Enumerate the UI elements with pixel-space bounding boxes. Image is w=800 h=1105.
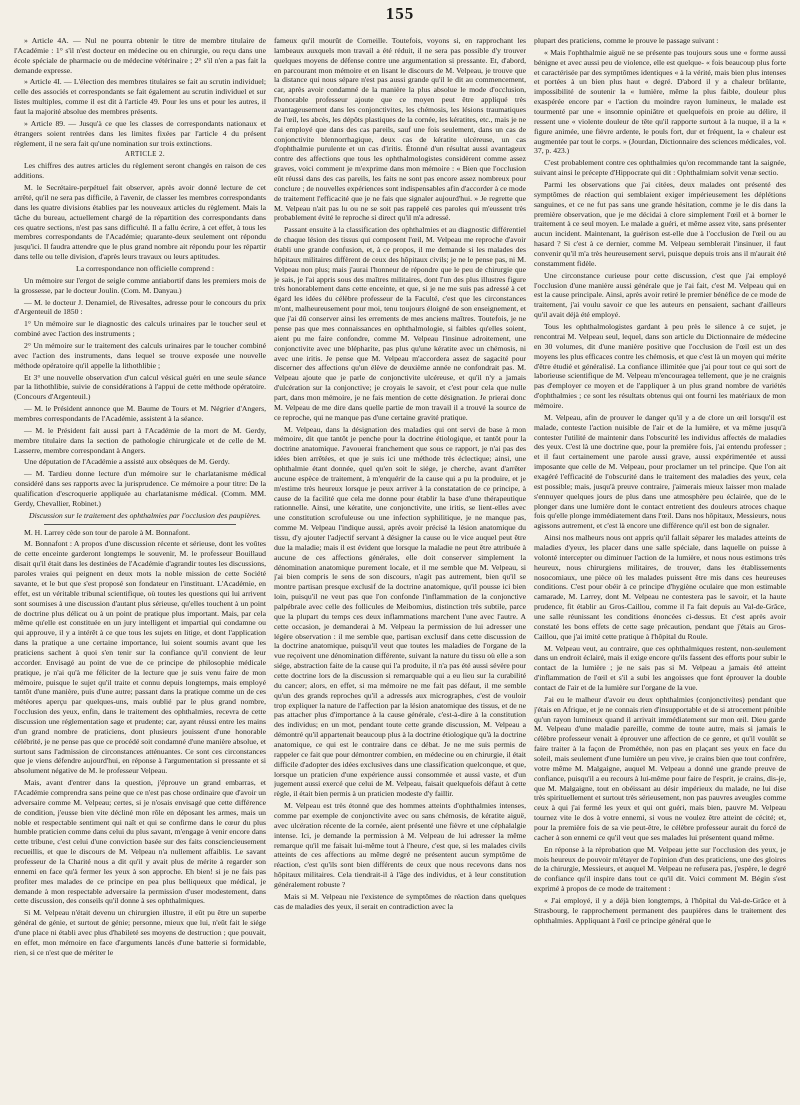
correspondance-heading: La correspondance non officielle comprend :: [76, 264, 214, 273]
article-4i: » Article 4I. — L'élection des membres titulaires se fait au scrutin individuel; celle des associés et correspondants se fait également au scrutin individuel et sur listes multiples, comme il est dit à l'article 49. Pour les uns et pour les autres, il faut la majorité absolue des membres présents.: [14, 77, 266, 117]
paragraph-mais: Mais, avant d'entrer dans la question, j'éprouve un grand embarras, et l'Académie comprendra sans peine que ce n'est pas chose ordinaire que d'avoir un adversaire comme M. Velpeau; certes, si je n'osais envisagé que cette différence de condition, j'eusse bien vite décliné mon rôle en déposant les armes, mais un noble et respectable sentiment qui naît et qui se confirme dans le cœur du plus humble praticien comme dans celui du plus savant, m'engage à venir encore dans cette tribune, c'est celui d'une conviction basée sur des faits consciencieusement recueillis, et que le discours de M. Velpeau n'a nullement affaiblis. Le savant professeur de la Charité nous a dit qu'il y avait plus de mérite à regarder son ennemi en face qu'à fermer les yeux à son approche. Eh bien! si je ne fais pas profiter mes malades de ce principe en pea plus belliqueux que médical, je demande à mon respectable adversaire la permission d'user modestement, dans cette discussion, des conseils qu'il donne à ses ophthalmiques.: [14, 778, 266, 906]
col3-paragraph-7: M. Velpeau, afin de prouver le danger qu'il y a de clore un œil lorsqu'il est malade, conteste l'action nuisible de l'air et de la lumière, et va même jusqu'à contester l'utilité de maintenir dans l'obscurité les individus affectés de maladies des yeux. C'est là une doctrine que, pour la première fois, j'ai entendu professer ; et il faut certainement une parole aussi grave, aussi expérimentée et aussi imposante que celle de M. Velpeau, pour proclamer un tel principe. Que l'on ait exagéré l'efficacité de l'obscurité dans le traitement des maladies des yeux, cela est possible; mais, jusqu'à preuve contraire, j'aimerais mieux laisser mon malade s'ennuyer quelques jours de plus dans une atmosphère peu éclairée, que de le plonger dans une lumière dont le contact entretient des douleurs atroces chaque fois qu'elle plonge immédiatement dans l'œil. Dans nos hôpitaux, Messieurs, nous agissons autrement, et c'est là encore une différence qu'il est bon de signaler.: [534, 412, 786, 531]
column-1: [14, 36, 266, 1099]
article-2-text: Les chiffres des autres articles du règlement seront changés en raison de ces additions.: [14, 161, 266, 181]
paragraph-denamiel: — M. le docteur J. Denamiel, de Rivesaltes, adresse pour le concours du prix d'Argenteuil de 1850 :: [14, 297, 266, 317]
col3-paragraph-1: plupart des praticiens, comme le prouve le passage suivant :: [534, 36, 719, 45]
paragraph-item-2: 2° Un mémoire sur le traitement des calculs urinaires par le toucher combiné avec l'action des instruments, dans lequel se trouve exposée une nouvelle méthode opératoire qu'il appelle la lithothlibie ;: [14, 341, 266, 370]
article-89: » Article 89. — Jusqu'à ce que les classes de correspondants nationaux et étrangers soient rentrées dans les limites fixées par l'article 4 du présent règlement, il ne sera fait qu'une nomination sur trois extinctions.: [14, 118, 266, 148]
col3-paragraph-3: C'est probablement contre ces ophthalmies qu'on recommande tant la saignée, suivant ainsi le précepte d'Hippocrate qui dit : Ophthalmiam solvit venæ sectio.: [534, 158, 786, 178]
col3-paragraph-10: J'ai eu le malheur d'avoir eu deux ophthalmies (conjonctivites) pendant que j'étais en Afrique, et je ne connais rien d'insupportable et de si atrocement pénible qu'un rayon lumineux quand il arrivait immédiatement sur mon œil. Dieu garde M. Velpeau d'une maladie pareille, comme de toute autre, mais si jamais le célèbre professeur venait à éprouver une affection de ce genre, et qu'il voulût se faire traiter à la façon de Prométhée, non pas en plaçant ses yeux en face du soleil, mais seulement d'une lumière un peu vive, je crains bien que tout confrère, votre même M. Malgaigne, auquel M. Velpeau a donné une grande preuve de confiance, puisqu'il a eu recours à lui-même pour faire de l'esprit, je crains, dis-je, que M. Malgaigne, tout en obéissant au désir impérieux du malade, ne lui dise très spirituellement et surtout très sérieusement, non pas pauvres aveugles comme ceux à qui j'ai fermé les yeux et qui ont guéri, mais bien, pauvre M. Velpeau tournez vite le dos à votre ennemi, si vous ne voulez être atteint de cécité; et, pour la première fois de sa vie peut-être, le célèbre professeur aurait du forcé de cacher à son ennemi ce qu'il veut que ses malades lui présentent quand même.: [534, 694, 786, 842]
col2-paragraph-3: M. Velpeau, dans la désignation des maladies qui ont servi de base à mon mémoire, dit que tantôt je penche pour la doctrine étiologique, et tantôt pour la doctrine anatomique. J'avouerai franchement que sous ce rapport, je n'ai pas des idées bien arrêtées, et que je suis ici une méthode très éclectique; ainsi, une ophthalmie étant donnée, quel qu'en soit le siége, je cherche, avant d'arrêter aucune espèce de traitement, à m'enquérir de la cause qui a pu la produire, et je m'estime très heureux lorsque je peux arriver à la constatation de ce principe, à cause de la facilité que cela me donne pour établir la base d'une thérapeutique rationnelle. Ainsi, une kératite, une conjonctivite, une iritis, se lient-elles avec une constitution scrofuleuse ou une infection syphilitique, je ne manque pas, comme M. Velpeau l'indique aussi, après avoir précisé la lésion anatomique du tissu, d'y ajouter l'adjectif servant à désigner la cause ou le vice auquel peut être due la maladie; mais il est évident que lorsque la maladie ne peut être attribuée à aucune de ces affections générales, elle doit conserver simplement la dénomination anatomique purement locale, et il me semble que M. Velpeau, si j'ai bien compris le sens de son discours, n'agit pas autrement, bien qu'il se montre partisan presque exclusif de la doctrine anatomique, qu'il pousse ici bien loin, puisqu'il ne veut pas que l'on confonde l'inflammation de la conjonctive palpébrale avec celle des follicules de Meibomius, distinction très subtile, parce que la plupart du temps ces deux inflammations marchent l'une avec l'autre. A cette occasion, je demanderai à M. Velpeau la permission de lui adresser une légère observation : il me semble que, partisan exclusif dans cette discussion de la doctrine anatomique, puisqu'il veut que toutes les maladies de l'organe de la vue reçoivent une dénomination différente, suivant la nature du tissu où elle a son siége, abstraction faite de la cause qui l'a produite, il n'a pas été aussi sévère pour cette doctrine lors de la discussion si remarquable qui a eu lieu sur la curabilité du cancer; alors, en effet, si ma mémoire ne me fait pas défaut, il me semble qu'un des grands reproches qu'il a adressés aux micrographes, c'est de vouloir trop expliquer la nature de l'affection par la lésion anatomique des tissus, et de ne pas attacher plus d'importance à la cause générale, c'est-à-dire à la constitution des individus; en un mot, pendant toute cette grande discussion, M. Velpeau a démontré qu'il appartenait beaucoup plus à la doctrine étiologique qu'à la doctrine anatomique, ce qui est le contraire dans ce débat. Je ne me suis permis de rappeler ce fait que pour démontrer combien, en médecine ou en chirurgie, il était difficile d'adopter des idées exclusives dans une classification quelconque, et que, lorsque un praticien d'une expérience aussi consommée et aussi vaste, et d'un jugement aussi exercé que celui de M. Velpeau, faisait quelquefois défaut à cette règle, il était bien permis à un praticien modeste d'y faillir.: [274, 424, 526, 799]
col2-paragraph-1: fameux qu'il mourût de Corneille. Toutefois, voyons si, en rapprochant les lambeaux auxquels mon travail a été réduit, il ne sera pas possible d'y trouver quelques moyens de défense contre une argumentation si pressante. Et, d'abord, en parcourant mon mémoire et en lisant le discours de M. Velpeau, je trouve que la distance qui nous sépare n'est pas aussi grande qu'il le dit au commencement, car, après avoir condamné de la manière la plus absolue le mode d'occlusion, l'honorable professeur ajoute que ce moyen peut être appliqué très avantageusement dans les conjonctivites, les chémosis, les lésions traumatiques de l'œil, les abcès, les dépôts plastiques de la cornée, les kératites, etc., mais je ne l'ai employé que dans des cas pareils, sauf une fois seulement, dans un cas de conjonctivite blennorrhagique, deux cas de kératite ulcéreuse, un cas d'ophthalmie purulente et un cas d'iritis. Étonné d'un résultat aussi avantageux contre des affections que tous les ophthalmologistes considèrent comme assez graves, voici comment je m'exprime dans mon mémoire : « Bien que l'occlusion eût réussi dans des cas pareils, les faits ne sont pas encore assez nombreux pour conclure ; de nouvelles expériences sont indispensables afin d'accorder à ce mode de traitement l'efficacité que je ne fais que signaler aujourd'hui. » Je regrette que M. Velpeau n'ait pas lu ou ne se soit pas rappelé ces paroles qui m'eussent très probablement évité le reproche si direct qu'il m'a adressé.: [274, 36, 526, 223]
paragraph-item-3: Et 3° une nouvelle observation d'un calcul vésical guéri en une seule séance par la lithothlibie, suivie de considérations à l'appui de cette méthode opératoire. (Concours d'Argenteuil.): [14, 372, 266, 402]
col2-paragraph-4: M. Velpeau est très étonné que des hommes atteints d'ophthalmies intenses, comme par exemple de conjonctivite avec ou sans chémosis, de kératite aiguë, avec ulcération récente de la cornée, aient présenté une fièvre et une céphalalgie intense. Ici, je demande la permission à M. Velpeau de lui adresser la même remarque qu'il me faisait lui-même tout à l'heure, c'est que, si les malades civils atteints de ces affections au même degré ne présentent aucun symptôme de réaction, c'est qu'ils sont bien différents de ceux que nous recevons dans nos hôpitaux militaires. Cela tiendrait-il à l'âge des individus, et à leur constitution généralement robuste ?: [274, 801, 526, 890]
col3-paragraph-11: En réponse à la réprobation que M. Velpeau jette sur l'occlusion des yeux, je mois heureux de pouvoir m'étayer de l'opinion d'un des praticiens, une des gloires de la chirurgie, Messieurs, et auquel M. Velpeau ne refusera pas, j'espère, le degré de confiance qu'il inspire dans tout ce qu'il dit. Voici comment M. Bégin s'est exprimé à propos de ce mode de traitement :: [534, 844, 786, 894]
paragraph-president-2: — M. le Président fait aussi part à l'Académie de la mort de M. Gerdy, membre titulaire dans la section de pathologie chirurgicale et de celle de M. Lasserre, membre correspondant à Angers.: [14, 425, 266, 455]
paragraph-memoire: Un mémoire sur l'ergot de seigle comme antiabortif dans les premiers mois de la grossesse, par le docteur Joulin. (Com. M. Danyau.): [14, 275, 266, 295]
col3-quote-begin: « J'ai employé, il y a déjà bien longtemps, à l'hôpital du Val-de-Grâce et à Strasbourg, le rapprochement permanent des paupières dans le traitement des ophthalmies. Appliquant à l'œil ce principe général que le: [534, 896, 786, 925]
col3-paragraph-8: Ainsi nos malheurs nous ont appris qu'il fallait séparer les malades atteints de maladies d'yeux, les placer dans une salle spéciale, dans laquelle on puisse à volonté intercepter ou diminuer l'action de la lumière, et nous nous estimons très heureux, nous chirurgiens militaires, de trouver, dans les établissements nosocomiaux, une pièce où les malades puissent être mis dans ces heureuses conditions. C'est pour obéir à ce principe d'hygiène oculaire que mon estimable camarade, M. Larrey, dont M. Velpeau ne contestera pas le savoir, et la haute prudence, fit établir au Gros-Caillou, comme il l'a fait depuis au Val-de-Grâce, une salle réunissant les conditions énoncées ci-dessus. Et c'est après avoir constaté les bons effets de cette sage précaution, pendant que j'étais au Gros-Caillou, que j'ai imité cette pratique à l'hôpital du Roule.: [534, 533, 786, 641]
paragraph-bonnafont: M. Bonnafont : A propos d'une discussion récente et sérieuse, dont les voûtes de cette enceinte garderont longtemps le souvenir, M. le professeur Bouillaud disait qu'il était dans les destinées de l'Académie d'agrandir toutes les discussions, paroles vraies qui peignent en deux mots la noble mission de cette Société savante, et le but que s'est proposé son fondateur en l'instituant. L'Académie, en effet, est un véritable tribunal scientifique, où toutes les questions qui lui arrivent sont soumises à une discussion d'autant plus sérieuse, qu'elles touchent à un point de doctrine plus délicat ou à un point de pratique plus important. Mais, par cela même qu'elle est constituée en un jury intelligent et impartial qui condamne ou qui approuve, il y a intérêt à ce que tous les sujets en litige, et dont l'application dans la pratique a une certaine importance, lui soient soumis avant que les praticiens sachent à quoi s'en tenir sur la confiance qu'il convient de leur accorder. Envisagé au point de vue de ce principe de philosophie médicale pratique, je n'ai qu'à me féliciter de la lecture que je suis venu faire de mon mémoire, puisque le sujet qu'il traite et connu depuis longtemps, mais employé tantôt d'une manière, puis d'une autre; passant dans la pratique comme un de ces météores aperçu par quelques-uns, mais oublié par le plus grand nombre, l'occlusion des yeux, enfin, dans le traitement des ophthalmies, recevra de cette discussion une réglementation sage et prudente; car, ayant réussi entre les mains d'un grand nombre de praticiens, dont plusieurs jouissent d'une honorable célébrité, je ne pense pas que ce procédé soit condamné d'une manière absolue, et surtout sans l'admission de circonstances atténuantes. Ce sont ces circonstances que je viens défendre aujourd'hui, en réponse à l'argumentation si pressante et si absolument négative de M. le professeur Velpeau.: [14, 539, 266, 776]
col2-paragraph-5: Mais si M. Velpeau nie l'existence de symptômes de réaction dans quelques cas de maladies des yeux, il serait en contradiction avec la: [274, 891, 526, 911]
paragraph-larrey: M. H. Larrey cède son tour de parole à M. Bonnafont.: [24, 527, 191, 537]
col3-quote-jourdan: « Mais l'ophthalmie aiguë ne se présente pas toujours sous une « forme aussi bénigne et avec aussi peu de violence, elle est quelque- « fois beaucoup plus forte et caractérisée par des symptômes identiques « à la vérité, mais bien plus intenses et portées à un bien plus haut « degré. D'abord il y a chaleur brûlante, impossibilité de soutenir la « lumière, même la plus faible, douleur plus exaspérée encore par « l'action du moindre rayon lumineux, le malade est tourmenté par une « insomnie opiniâtre et quelquefois en proie au délire, il ressent une « violente douleur de tête qu'il rapporte surtout à la nuque, il a la « figure animée, une fièvre ardente, le pouls fort, dur et fréquent, la « chaleur est augmentée par tout le corps. » (Jourdan, Dictionnaire des sciences médicales, vol. 37, p. 423.): [534, 47, 786, 156]
column-2: [274, 36, 526, 1099]
page-number: 155: [385, 4, 415, 23]
paragraph-tardieu: — M. Tardieu donne lecture d'un mémoire sur le charlatanisme médical considéré dans ses rapports avec la jurisprudence. Ce mémoire a pour titre: De la qualification d'escroquerie appliquée au charlatanisme médical. (Comm. MM. Gerdy, Chevallier, Robinet.): [14, 469, 266, 508]
col3-paragraph-6: Tous les ophthalmologistes gardant à peu près le silence à ce sujet, je rencontrai M. Velpeau seul, lequel, dans son article du Dictionnaire de médecine en 30 volumes, dit d'une manière positive que l'occlusion de l'œil est un des moyens les plus efficaces contre les chémosis, et que c'est là un moyen qui mérite d'être étudié et généralisé. La confiance illimitée que j'ai pour tout ce qui sort de laborieuse scientifique de M. Velpeau m'encouragea tellement, que je ne craignis pas d'employer ce moyen et de l'appliquer à un plus grand nombre de variétés d'ophthalmies ; ce sont les résultats obtenus qui ont fourni les matériaux de mon mémoire.: [534, 322, 786, 410]
text-columns: [14, 36, 786, 1099]
paragraph-secretaire: M. le Secrétaire-perpétuel fait observer, après avoir donné lecture de cet arrêté, qu'il ne sera pas difficile, à l'avenir, de classer les membres correspondants dans les quatre divisions établies par les nouveaux articles du règlement. Mais la tâche du bureau, actuellement chargé de la répartition des correspondants dans ces quatre sections, n'est pas sans difficulté. Il a fallu écrire, à cet effet, à tous les membres correspondants de l'Académie; quarante-deux seulement ont répondu jusqu'ici. Il faudra attendre que le plus grand nombre ait répondu pour les répartir dans telle ou telle division, d'après leurs travaux ou leurs aptitudes.: [14, 183, 266, 262]
paragraph-item-1: 1° Un mémoire sur le diagnostic des calculs urinaires par le toucher seul et combiné avec l'action des instruments ;: [14, 319, 266, 339]
paragraph-si: Si M. Velpeau n'était devenu un chirurgien illustre, il eût pu être un superbe général de génie, et surtout de génie; personne, mieux que lui, n'eût fait le siége d'une place ni établi avec plus d'habileté ses moyens de destruction ; que pouvait, en effet, mon mémoire en face d'arguments lancés d'une batterie si formidable, rien, si ce n'est que de mériter le: [14, 908, 266, 957]
paragraph-president-1: — M. le Président annonce que M. Baume de Tours et M. Négrier d'Angers, membres correspondants de l'Académie, assistent à la séance.: [14, 404, 266, 424]
discussion-heading: Discussion sur le traitement des ophthalmies par l'occlusion des paupières.: [29, 510, 261, 520]
column-3: [534, 36, 786, 1099]
col3-paragraph-5: Une circonstance curieuse pour cette discussion, c'est que j'ai employé l'occlusion d'une manière aussi générale que je l'ai fait, c'est M. Velpeau qui en est la cause principale. Ainsi, après avoir retiré le premier bénéfice de ce mode de traitement, j'ai voulu savoir ce que les auteurs en pensaient, sachant d'ailleurs qu'il avait déjà été employé.: [534, 270, 786, 320]
paragraph-deputation: Une députation de l'Académie a assisté aux obsèques de M. Gerdy.: [24, 457, 230, 467]
col3-paragraph-9: M. Velpeau veut, au contraire, que ces ophthalmiques restent, non-seulement dans un endroit éclairé, mais il exige encore qu'ils fassent des efforts pour subir le contact de la lumière ; je ne sais pas si M. Velpeau a jamais été atteint d'inflammation de l'œil et s'il a subi les angoisses que font éprouver la double contact de l'air et de la lumière sur l'organe de la vue.: [534, 643, 786, 692]
article-2-heading: ARTICLE 2.: [124, 150, 166, 159]
col3-paragraph-4: Parmi les observations que j'ai citées, deux malades ont présenté des symptômes de réaction qui semblaient exiger impérieusement les déplétions sanguines, et ce ne fut pas sans une grande hésitation, comme je le dis dans la première observation, que je me décidai à clore simplement l'œil et à borner le traitement à ce seul moyen. Le malade a guéri, et même assez vite, sans présenter aucun incident. Maintenant, la guérison est-elle due à l'occlusion de l'œil ou au hasard ? Si c'est à ce dernier, comme M. Velpeau semblerait l'insinuer, il faut convenir qu'il m'a très heureusement servi, puisque depuis trois ans il m'aurait été constamment fidèle.: [534, 180, 786, 268]
article-4a: » Article 4A. — Nul ne pourra obtenir le titre de membre titulaire de l'Académie : 1° s'il n'est docteur en médecine ou en chirurgie, ou reçu dans une école spéciale de pharmacie ou de médecine vétérinaire ; 2° s'il n'en a pas fait la demande expresse.: [14, 36, 266, 75]
col2-paragraph-2: Passant ensuite à la classification des ophthalmies et au diagnostic différentiel de chaque lésion des tissus qui composent l'œil, M. Velpeau me reproche d'avoir établi une grande confusion, et, à ce propos, il me demande si les malades des hôpitaux militaires diffèrent de ceux des hôpitaux civils; je ne le pense pas, ni M. Velpeau non plus; mais j'aurai l'honneur de répondre que le peu de chirurgie que je sais, je l'ai appris sous des maîtres militaires, dont l'un des plus illustres figure très honorablement dans cette enceinte, et que, si je ne me suis pas adressé à cet égard les idées du célèbre professeur de la Faculté, c'est que les circonstances m'ont, malheureusement pour moi, tenu toujours éloigné de son enseignement, et que j'ai dû conserver ainsi les errements de mes anciens maîtres. Toutefois, je ne pense pas que mes connaissances en ophthalmologie, si faibles qu'elles soient, aient pu me faire confondre, comme M. Velpeau l'insinue adroitement, une conjonctivite avec une blépharite, pas plus qu'une kératite avec un chémosis, ni avec une iritis. Je pense que M. Velpeau m'accordera assez de sagacité pour discerner des affections qu'un élève de deuxième année ne confondrait pas. M. Velpeau ajoute que je parle de conjonctivite ulcéreuse, et qu'il n'y a jamais d'ulcération sur la conjonctive; je croyais le savoir, et c'est pour cela que nulle part, dans mon mémoire, je ne fais mention de cette désignation. Je prierai donc M. Velpeau de me dire dans quelle partie de mon travail il a trouvé la source de ce reproche, qui ne manque pas d'une certaine gravité pratique.: [274, 225, 526, 422]
section-divider: [44, 524, 236, 525]
